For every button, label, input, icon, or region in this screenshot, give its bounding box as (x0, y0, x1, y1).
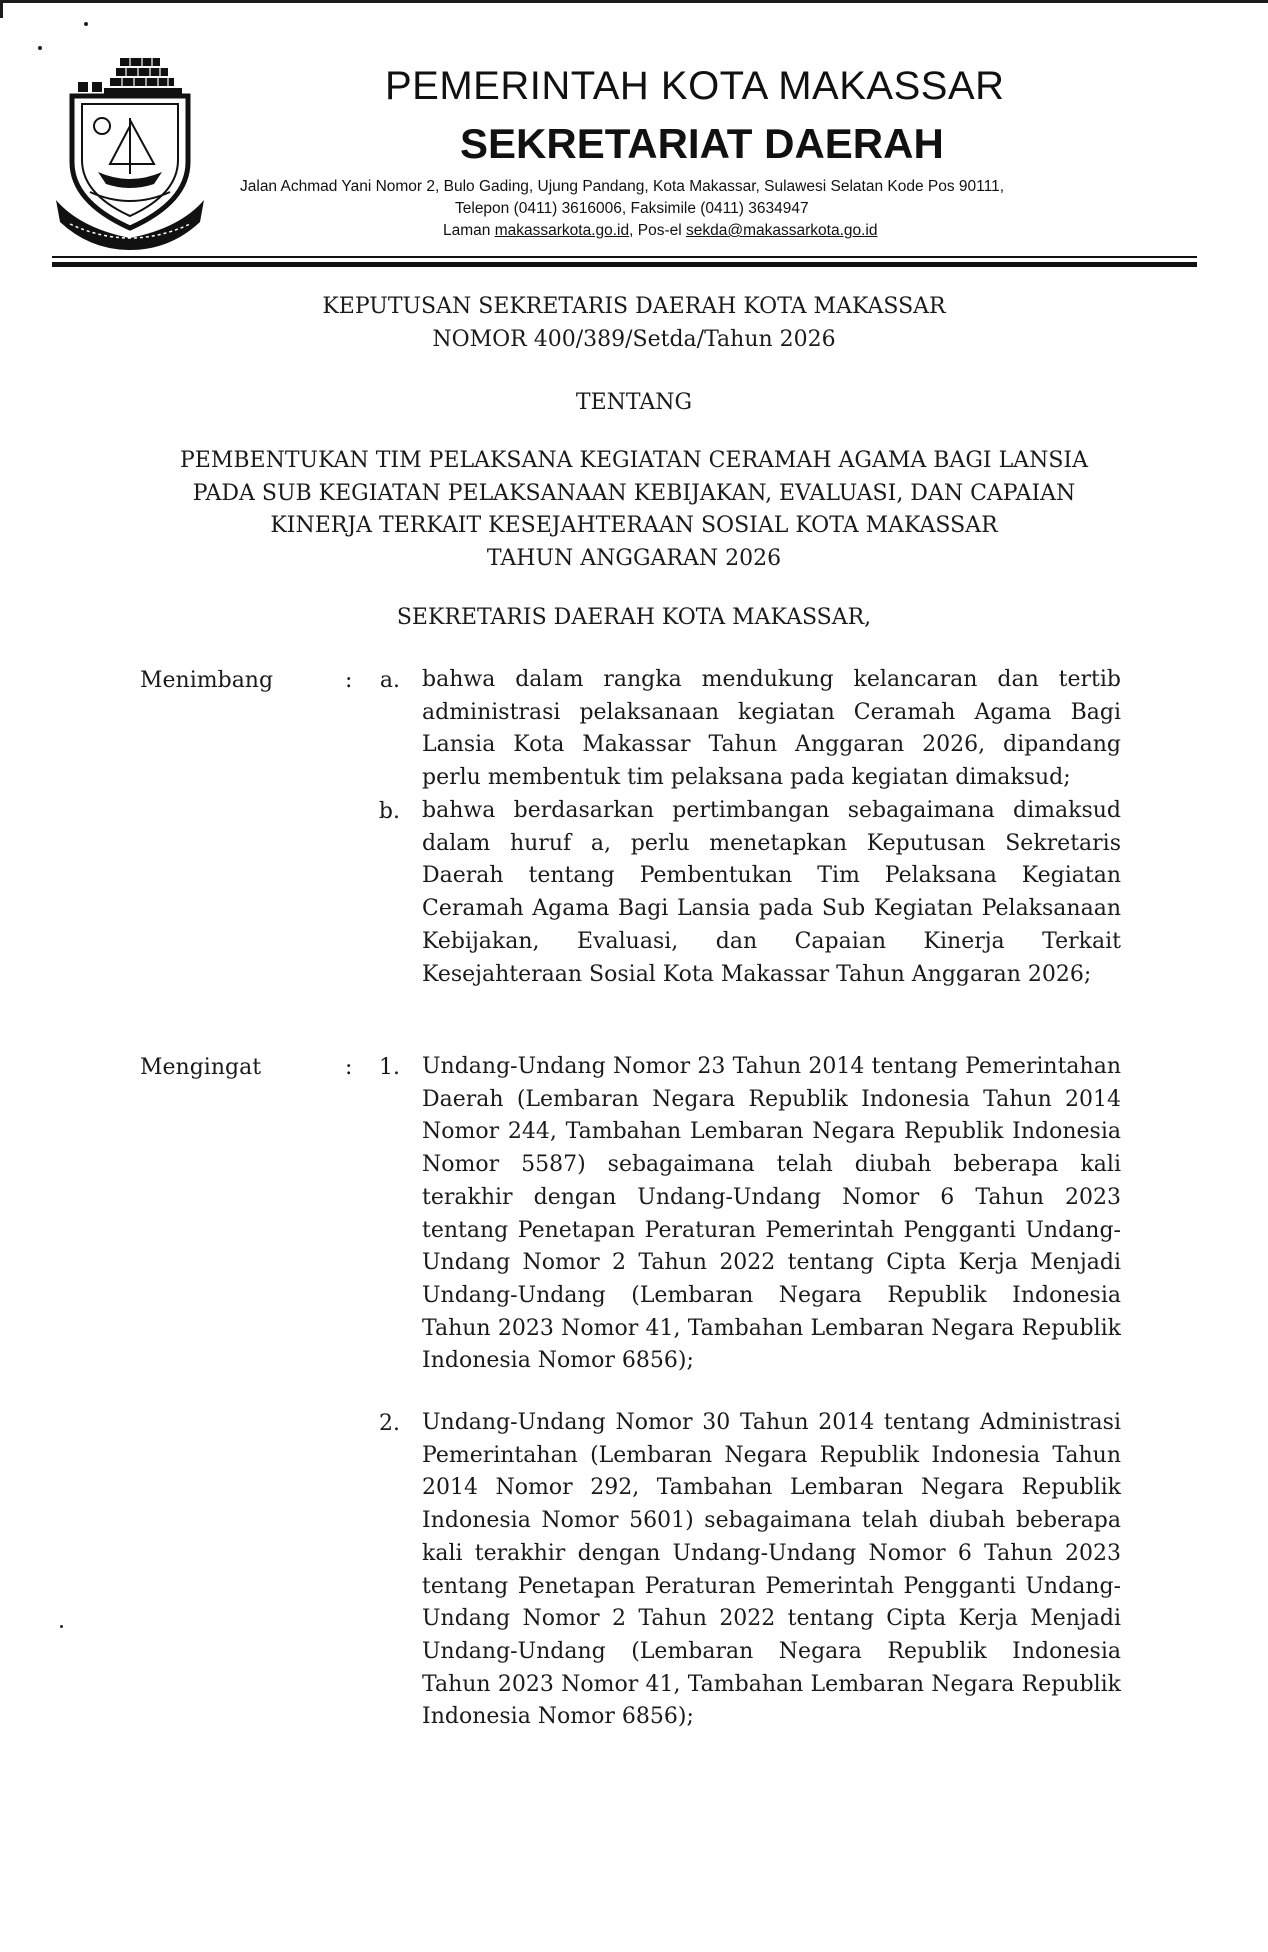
scan-edge-left (0, 0, 3, 18)
website-link[interactable]: makassarkota.go.id (494, 222, 630, 239)
decree-issuer: SEKRETARIS DAERAH KOTA MAKASSAR, (396, 605, 872, 630)
menimbang-item-b: bahwa berdasarkan pertimbangan sebagaimana dimaksud dalam huruf a, perlu menetapkan Keputusan Sekretaris Daerah tentang Pembentukan Tim Pelaksana Kegiatan Ceramah Agama Bagi Lansia pada Sub Kegiatan Pelaksanaan Kebijakan, Evaluasi, dan Capaian Kinerja Terkait Kesejahteraan Sosial Kota Makassar Tahun Anggaran 2026; (422, 798, 1121, 987)
email-link[interactable]: sekda@makassarkota.go.id (686, 222, 878, 239)
mengingat-marker-2: 2. (379, 1411, 400, 1436)
menimbang-item-a: bahwa dalam rangka mendukung kelancaran dan tertib administrasi pelaksanaan kegiatan Ceramah Agama Bagi Lansia Kota Makassar Tahun Anggaran 2026, dipandang perlu membentuk tim pelaksana pada kegiatan dimaksud; (422, 667, 1121, 791)
scan-speck (84, 22, 88, 26)
menimbang-marker-b: b. (378, 799, 400, 824)
letterhead-office: SEKRETARIAT DAERAH (460, 120, 944, 167)
decree-subject-line: KINERJA TERKAIT KESEJAHTERAAN SOSIAL KOTA MAKASSAR (270, 513, 998, 538)
website-prefix: Laman (443, 222, 491, 239)
mengingat-label: Mengingat (140, 1055, 262, 1080)
mengingat-colon: : (345, 1055, 353, 1080)
menimbang-label: Menimbang (140, 668, 274, 693)
letterhead-phone-fax: Telepon (0411) 3616006, Faksimile (0411) 3634947 (455, 200, 809, 217)
letterhead-address: Jalan Achmad Yani Nomor 2, Bulo Gading, Ujung Pandang, Kota Makassar, Sulawesi Selatan Kode Pos 90111, (240, 178, 1004, 195)
mengingat-item-1: Undang-Undang Nomor 23 Tahun 2014 tentang Pemerintahan Daerah (Lembaran Negara Republik Indonesia Tahun 2014 Nomor 244, Tambahan Lembaran Negara Republik Indonesia Nomor 5587) sebagaimana telah diubah beberapa kali terakhir dengan Undang-Undang Nomor 6 Tahun 2023 tentang Penetapan Peraturan Pemerintah Pengganti Undang-Undang Nomor 2 Tahun 2022 tentang Cipta Kerja Menjadi Undang-Undang (Lembaran Negara Republik Indonesia Tahun 2023 Nomor 41, Tambahan Lembaran Negara Republik Indonesia Nomor 6856); (422, 1054, 1121, 1374)
decree-number: NOMOR 400/389/Setda/Tahun 2026 (432, 327, 836, 352)
letterhead-divider-thick (52, 262, 1197, 267)
decree-subject-line: PADA SUB KEGIATAN PELAKSANAAN KEBIJAKAN, EVALUASI, DAN CAPAIAN (192, 481, 1076, 506)
decree-about: TENTANG (575, 390, 693, 415)
letterhead-government: PEMERINTAH KOTA MAKASSAR (385, 64, 1005, 108)
makassar-city-emblem-icon (50, 52, 210, 252)
menimbang-marker-a: a. (379, 668, 400, 693)
menimbang-colon: : (345, 668, 353, 693)
decree-subject-line: TAHUN ANGGARAN 2026 (486, 546, 782, 571)
mengingat-item-2: Undang-Undang Nomor 30 Tahun 2014 tentang Administrasi Pemerintahan (Lembaran Negara Republik Indonesia Tahun 2014 Nomor 292, Tambahan Lembaran Negara Republik Indonesia Nomor 5601) sebagaimana telah diubah beberapa kali terakhir dengan Undang-Undang Nomor 6 Tahun 2023 tentang Penetapan Peraturan Pemerintah Pengganti Undang-Undang Nomor 2 Tahun 2022 tentang Cipta Kerja Menjadi Undang-Undang (Lembaran Negara Republik Indonesia Tahun 2023 Nomor 41, Tambahan Lembaran Negara Republik Indonesia Nomor 6856); (422, 1410, 1121, 1730)
letterhead-contact (443, 222, 878, 240)
mengingat-marker-1: 1. (379, 1055, 400, 1080)
scan-edge (0, 0, 1268, 3)
scan-speck (38, 46, 42, 50)
email-prefix: , Pos-el (629, 222, 682, 239)
decree-subject-line: PEMBENTUKAN TIM PELAKSANA KEGIATAN CERAMAH AGAMA BAGI LANSIA (180, 448, 1088, 473)
letterhead-divider-thin (52, 256, 1197, 258)
decree-title: KEPUTUSAN SEKRETARIS DAERAH KOTA MAKASSAR (322, 294, 946, 319)
scan-speck (60, 1625, 63, 1628)
